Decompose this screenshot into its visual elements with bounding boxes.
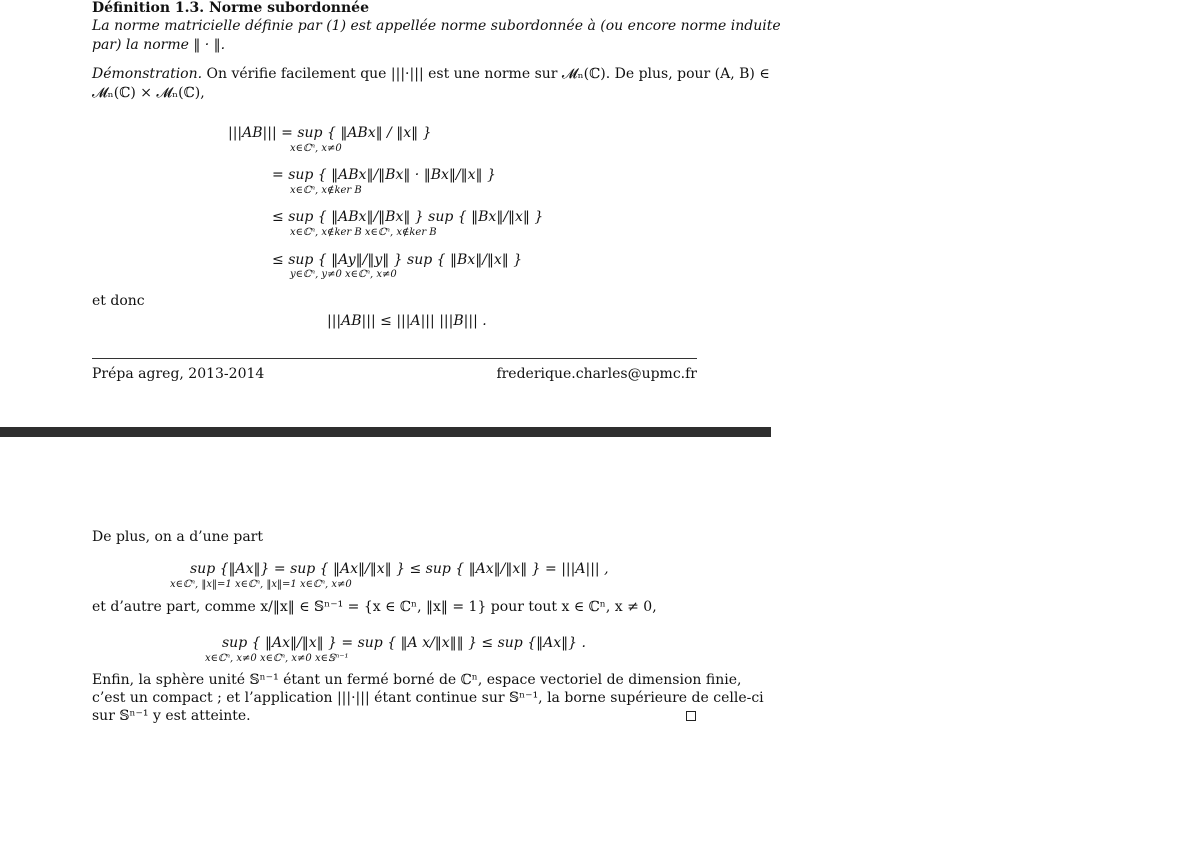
equation-line-2 [272, 166, 496, 184]
page2-equation-1: sup {‖Ax‖} = sup { ‖Ax‖/‖x‖ } ≤ sup { ‖Ax‖/‖x‖ } = |||A||| , [190, 561, 609, 577]
page2-equation-1-sub: x∈ℂⁿ, ‖x‖=1 x∈ℂⁿ, ‖x‖=1 x∈ℂⁿ, x≠0 [170, 579, 352, 590]
page2-final-line-2: c’est un compact ; et l’application |||·||| étant continue sur 𝕊ⁿ⁻¹, la borne supérieure de celle-ci [92, 690, 764, 706]
equation-sub-3: x∈ℂⁿ, x∉ker B x∈ℂⁿ, x∉ker B [290, 227, 437, 238]
demonstration-label: Démonstration. [92, 66, 203, 82]
conclusion-equation: |||AB||| ≤ |||A||| |||B||| . [327, 313, 487, 329]
equation-body: sup { ‖ABx‖/‖Bx‖ } sup { ‖Bx‖/‖x‖ } [288, 209, 544, 225]
equation-lhs: ≤ [272, 209, 284, 225]
equation-body: sup { ‖ABx‖ / ‖x‖ } [297, 125, 432, 141]
page2-intro: De plus, on a d’une part [92, 529, 264, 545]
demonstration-line-1 [92, 65, 770, 83]
footer-right: frederique.charles@upmc.fr [496, 366, 697, 382]
equation-lhs: |||AB||| = [228, 125, 293, 141]
demonstration-line-2: 𝓜ₙ(ℂ) × 𝓜ₙ(ℂ), [92, 85, 205, 101]
page-separator [0, 427, 771, 437]
definition-heading: Définition 1.3. Norme subordonnée [92, 0, 369, 16]
footer-left: Prépa agreg, 2013-2014 [92, 366, 265, 382]
definition-body-line-2: par) la norme ‖ · ‖. [92, 37, 226, 53]
equation-line-1 [228, 124, 431, 142]
equation-line-3 [272, 208, 543, 226]
equation-lhs: ≤ [272, 252, 284, 268]
page2-final-line-1: Enfin, la sphère unité 𝕊ⁿ⁻¹ étant un fermé borné de ℂⁿ, espace vectoriel de dimension finie, [92, 672, 742, 688]
equation-sub-1: x∈ℂⁿ, x≠0 [290, 143, 342, 154]
footer-rule [92, 358, 697, 359]
page2-line-2: et d’autre part, comme x/‖x‖ ∈ 𝕊ⁿ⁻¹ = {x ∈ ℂⁿ, ‖x‖ = 1} pour tout x ∈ ℂⁿ, x ≠ 0, [92, 599, 657, 615]
page2-equation-2-sub: x∈ℂⁿ, x≠0 x∈ℂⁿ, x≠0 x∈𝕊ⁿ⁻¹ [205, 653, 349, 664]
equation-body: sup { ‖Ay‖/‖y‖ } sup { ‖Bx‖/‖x‖ } [288, 252, 523, 268]
page2-equation-2: sup { ‖Ax‖/‖x‖ } = sup { ‖A x/‖x‖‖ } ≤ sup {‖Ax‖} . [222, 635, 586, 651]
equation-line-4 [272, 251, 522, 269]
et-donc-text: et donc [92, 293, 145, 309]
definition-body-line-1: La norme matricielle définie par (1) est appellée norme subordonnée à (ou encore norme induite [92, 18, 781, 34]
equation-sub-4: y∈ℂⁿ, y≠0 x∈ℂⁿ, x≠0 [290, 269, 397, 280]
equation-lhs: = [272, 167, 284, 183]
page2-final-line-3: sur 𝕊ⁿ⁻¹ y est atteinte. [92, 708, 251, 724]
qed-square-icon [686, 711, 696, 721]
equation-body: sup { ‖ABx‖/‖Bx‖ · ‖Bx‖/‖x‖ } [288, 167, 496, 183]
demonstration-text-1: On vérifie facilement que |||·||| est une norme sur 𝓜ₙ(ℂ). De plus, pour (A, B) ∈ [206, 66, 770, 82]
equation-sub-2: x∈ℂⁿ, x∉ker B [290, 185, 362, 196]
